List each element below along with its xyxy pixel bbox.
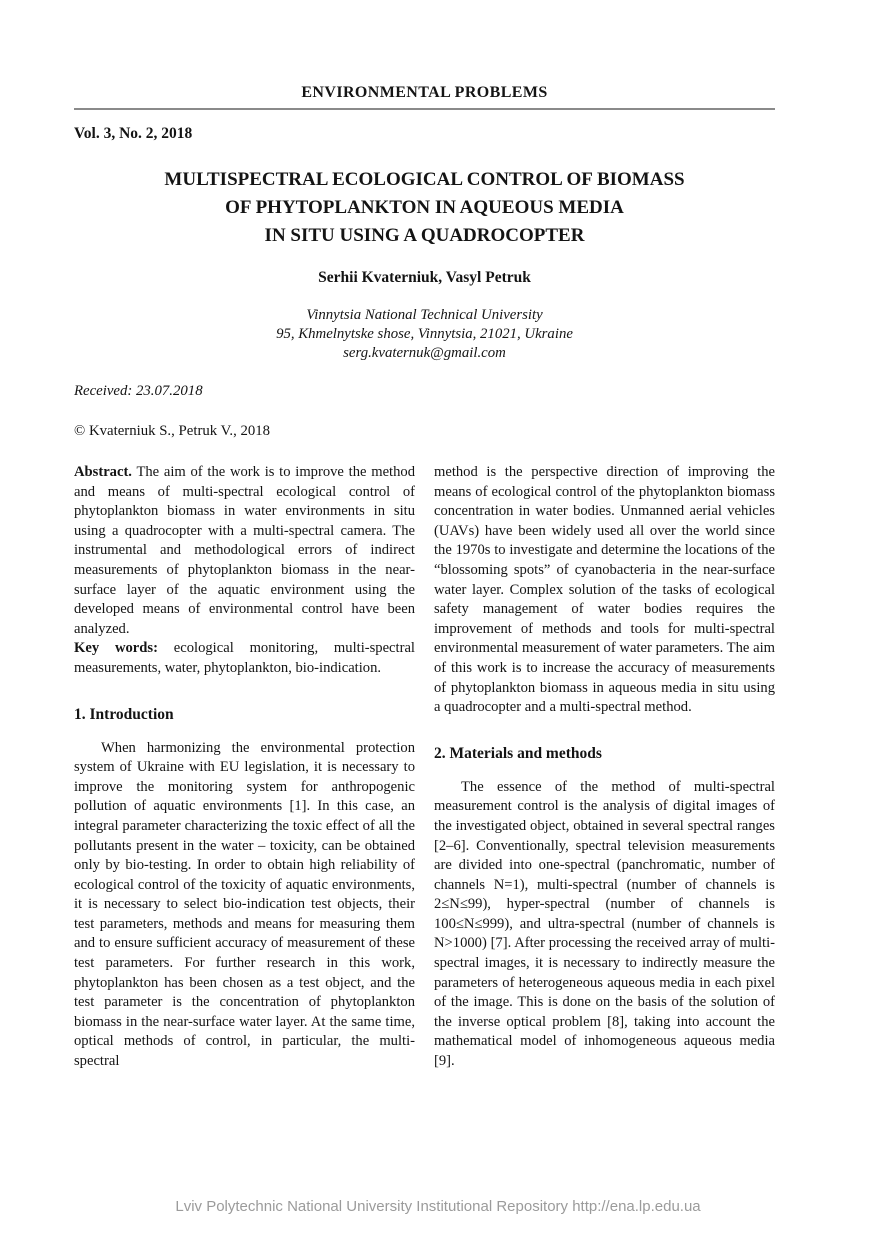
abstract-text: The aim of the work is to improve the method and means of multi-spectral ecological control of phytoplankton biomass in water environments in situ using a quadrocopter with a multi-spectral camera. The instrumental and methodological errors of indirect measurements of phytoplankton biomass in the near-surface layer of the aquatic environment using the developed means of environmental control have been analyzed. xyxy=(74,464,415,637)
affiliation-address: 95, Khmelnytske shose, Vinnytsia, 21021, Ukraine xyxy=(276,326,573,342)
page-content xyxy=(74,84,775,1072)
keywords-text: ecological monitoring, multi-spectral measurements, water, phytoplankton, bio-indication. xyxy=(74,640,415,676)
journal-header: ENVIRONMENTAL PROBLEMS xyxy=(301,84,548,101)
section-heading-introduction: 1. Introduction xyxy=(74,705,174,723)
section-heading-methods: 2. Materials and methods xyxy=(434,744,602,762)
header-rule xyxy=(74,108,775,110)
keywords-paragraph xyxy=(74,639,415,678)
article-title xyxy=(74,166,775,250)
volume-issue: Vol. 3, No. 2, 2018 xyxy=(74,125,193,142)
introduction-paragraph-continuation: method is the perspective direction of improving the means of ecological control of the phytoplankton biomass concentration in water bodies. Unmanned aerial vehicles (UAVs) have been widely used all over the world since the 1970s to investigate and determine the locations of the “blossoming spots” of cyanobacteria in the near-surface water layer. Complex solution of the tasks of ecological safety management of water bodies requires the improvement of methods and tools for multi-spectral environmental measurement of water parameters. The aim of this work is to increase the accuracy of measurements of phytoplankton biomass in aqueous media in situ using a quadrocopter and a multi-spectral method. xyxy=(434,464,775,716)
abstract-paragraph xyxy=(74,463,415,639)
right-column xyxy=(434,463,775,1072)
introduction-paragraph-left: When harmonizing the environmental protection system of Ukraine with EU legislation, it is necessary to improve the monitoring system for anthropogenic pollution of aquatic environments [1]. In this case, an integral parameter characterizing the toxic effect of all the pollutants present in the water – toxicity, can be obtained only by bio-testing. In order to obtain high reliability of ecological control of the toxicity of aquatic environments, it is necessary to select bio-indication test objects, their test parameters, methods and means for measuring them and to ensure sufficient accuracy of measurement of these test parameters. For further research in this work, phytoplankton has been chosen as a test object, and the test parameter is the concentration of phytoplankton biomass in the near-surface water layer. At the same time, optical methods of control, in particular, the multi-spectral xyxy=(74,739,415,1070)
authors: Serhii Kvaterniuk, Vasyl Petruk xyxy=(318,269,531,286)
two-column-body xyxy=(74,463,775,1072)
article-title-line-3: IN SITU USING A QUADROCOPTER xyxy=(264,225,585,246)
copyright-notice: © Kvaterniuk S., Petruk V., 2018 xyxy=(74,423,271,439)
methods-paragraph: The essence of the method of multi-spectral measurement control is the analysis of digital images of the investigated object, obtained in several spectral ranges [2–6]. Conventionally, spectral television measurements are divided into one-spectral (panchromatic, number of channels N=1), multi-spectral (number of channels is 2≤N≤99), hyper-spectral (number of channels is 100≤N≤999), and ultra-spectral (number of channels is N>1000) [7]. After processing the received array of multi-spectral images, it is necessary to indirectly measure the parameters of heterogeneous aqueous media in each pixel of the image. This is done on the basis of the solution of the inverse optical problem [8], taking into account the mathematical model of inhomogeneous aqueous media [9]. xyxy=(434,778,775,1070)
affiliation xyxy=(74,306,775,363)
article-title-line-2: OF PHYTOPLANKTON IN AQUEOUS MEDIA xyxy=(225,197,624,218)
affiliation-university: Vinnytsia National Technical University xyxy=(306,307,543,323)
affiliation-email: serg.kvaternuk@gmail.com xyxy=(343,345,506,361)
article-title-line-1: MULTISPECTRAL ECOLOGICAL CONTROL OF BIOMASS xyxy=(164,169,685,190)
abstract-label: Abstract. xyxy=(74,464,132,480)
received-date: Received: 23.07.2018 xyxy=(74,383,203,399)
repository-footer: Lviv Polytechnic National University Institutional Repository http://ena.lp.edu.ua xyxy=(175,1198,701,1215)
keywords-label: Key words: xyxy=(74,640,158,657)
left-column xyxy=(74,463,415,1072)
